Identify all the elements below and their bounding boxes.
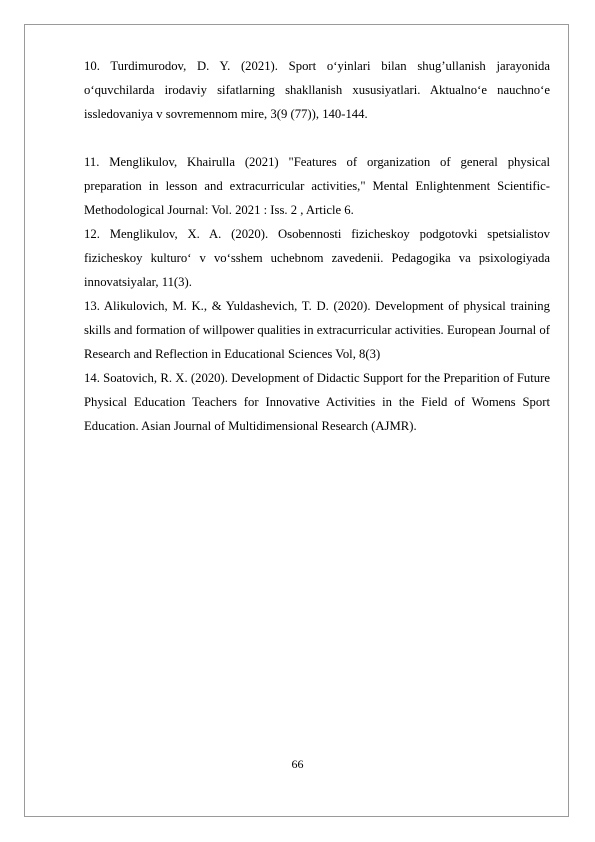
reference-12: 12. Menglikulov, X. A. (2020). Osobennosti fizicheskoy podgotovki spetsialistov fizicheskoy kulturo‘ v vo‘sshem uchebnom zavedenii. Pedagogika va psixologiyada innovatsiyalar, 11(3). xyxy=(84,227,550,289)
reference-14: 14. Soatovich, R. X. (2020). Development of Didactic Support for the Preparition of Future Physical Education Teachers for Innovative Activities in the Field of Womens Sport Education. Asian Journal of Multidimensional Research (AJMR). xyxy=(84,371,550,433)
reference-10: 10. Turdimurodov, D. Y. (2021). Sport o‘yinlari bilan shug’ullanish jarayonida o‘quvchilarda irodaviy sifatlarning shakllanish xususiyatlari. Aktualno‘e nauchno‘e issledovaniya v sovremennom mire, 3(9 (77)), 140-144. xyxy=(84,59,550,121)
page-number: 66 xyxy=(291,757,304,771)
references-list xyxy=(84,54,550,438)
reference-13: 13. Alikulovich, M. K., & Yuldashevich, T. D. (2020). Development of physical training skills and formation of willpower qualities in extracurricular activities. European Journal of Research and Reflection in Educational Sciences Vol, 8(3) xyxy=(84,299,550,361)
reference-11: 11. Menglikulov, Khairulla (2021) "Features of organization of general physical preparation in lesson and extracurricular activities," Mental Enlightenment Scientific- Methodological Journal: Vol. 2021 : Iss. 2 , Article 6. xyxy=(84,155,550,217)
